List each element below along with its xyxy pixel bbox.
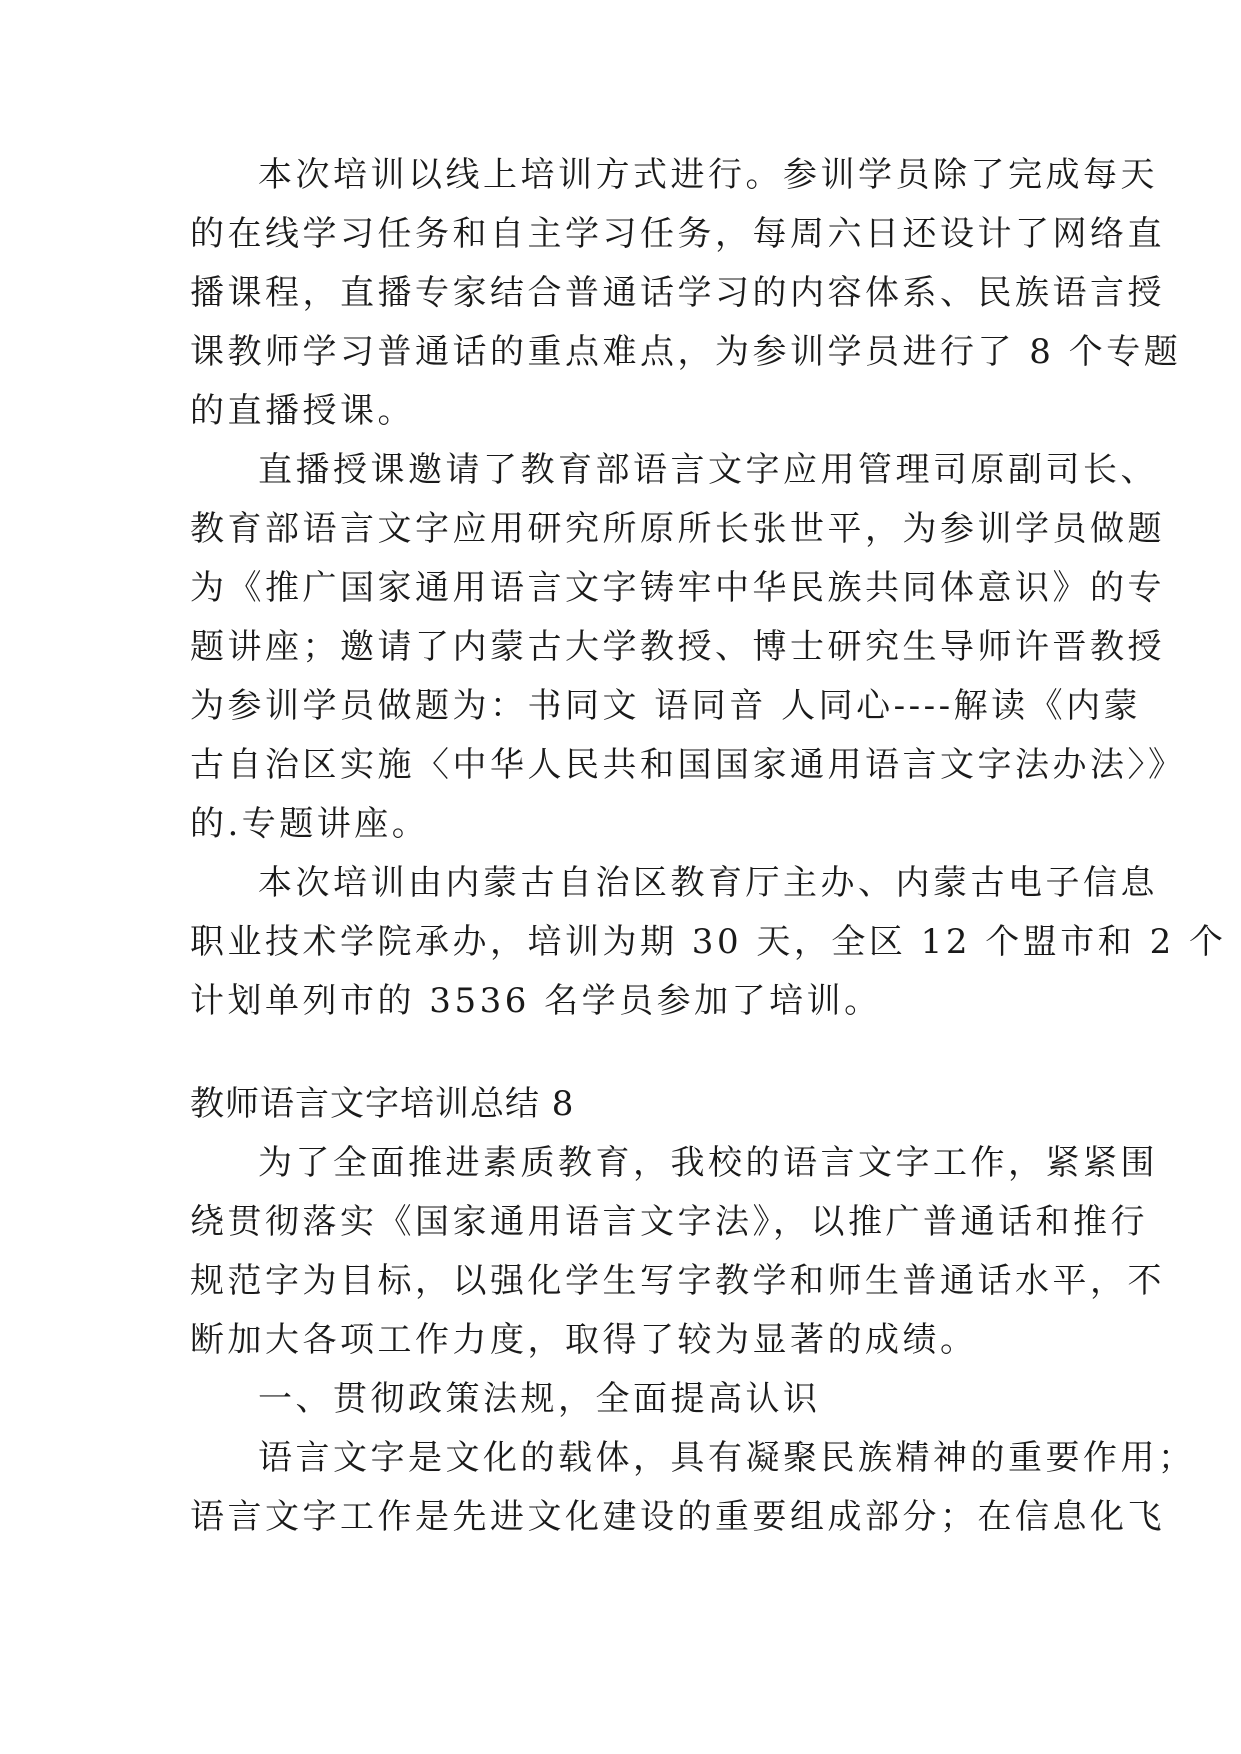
paragraph-line: 的直播授课。 — [190, 391, 415, 431]
paragraph-line: 为参训学员做题为：书同文 语同音 人同心----解读《内蒙 — [190, 686, 1142, 726]
paragraph-line: 直播授课邀请了教育部语言文字应用管理司原副司长、 — [258, 450, 1158, 490]
paragraph-line: 本次培训以线上培训方式进行。参训学员除了完成每天 — [258, 155, 1158, 195]
paragraph-line: 的.专题讲座。 — [190, 804, 430, 844]
paragraph-line: 的在线学习任务和自主学习任务，每周六日还设计了网络直 — [190, 214, 1165, 254]
paragraph-line: 本次培训由内蒙古自治区教育厅主办、内蒙古电子信息 — [258, 863, 1158, 903]
paragraph-line: 绕贯彻落实《国家通用语言文字法》，以推广普通话和推行 — [190, 1202, 1148, 1242]
paragraph-line: 计划单列市的 3536 名学员参加了培训。 — [190, 981, 882, 1021]
paragraph-line: 规范字为目标，以强化学生写字教学和师生普通话水平，不 — [190, 1261, 1165, 1301]
subsection-heading: 一、贯彻政策法规，全面提高认识 — [258, 1379, 821, 1419]
paragraph-line: 播课程，直播专家结合普通话学习的内容体系、民族语言授 — [190, 273, 1165, 313]
paragraph-line: 教育部语言文字应用研究所原所长张世平，为参训学员做题 — [190, 509, 1165, 549]
paragraph-line: 题讲座；邀请了内蒙古大学教授、博士研究生导师许晋教授 — [190, 627, 1165, 667]
paragraph-line: 语言文字是文化的载体，具有凝聚民族精神的重要作用； — [258, 1438, 1196, 1478]
paragraph-line: 古自治区实施〈中华人民共和国国家通用语言文字法办法〉》 — [190, 745, 1186, 785]
paragraph-line: 课教师学习普通话的重点难点，为参训学员进行了 8 个专题 — [190, 332, 1182, 372]
section-heading: 教师语言文字培训总结 8 — [190, 1084, 575, 1124]
paragraph-line: 职业技术学院承办，培训为期 30 天，全区 12 个盟市和 2 个 — [190, 922, 1227, 962]
paragraph-line: 为《推广国家通用语言文字铸牢中华民族共同体意识》的专 — [190, 568, 1165, 608]
paragraph-line: 为了全面推进素质教育，我校的语言文字工作，紧紧围 — [258, 1143, 1158, 1183]
paragraph-line: 语言文字工作是先进文化建设的重要组成部分；在信息化飞 — [190, 1497, 1165, 1537]
paragraph-line: 断加大各项工作力度，取得了较为显著的成绩。 — [190, 1320, 978, 1360]
